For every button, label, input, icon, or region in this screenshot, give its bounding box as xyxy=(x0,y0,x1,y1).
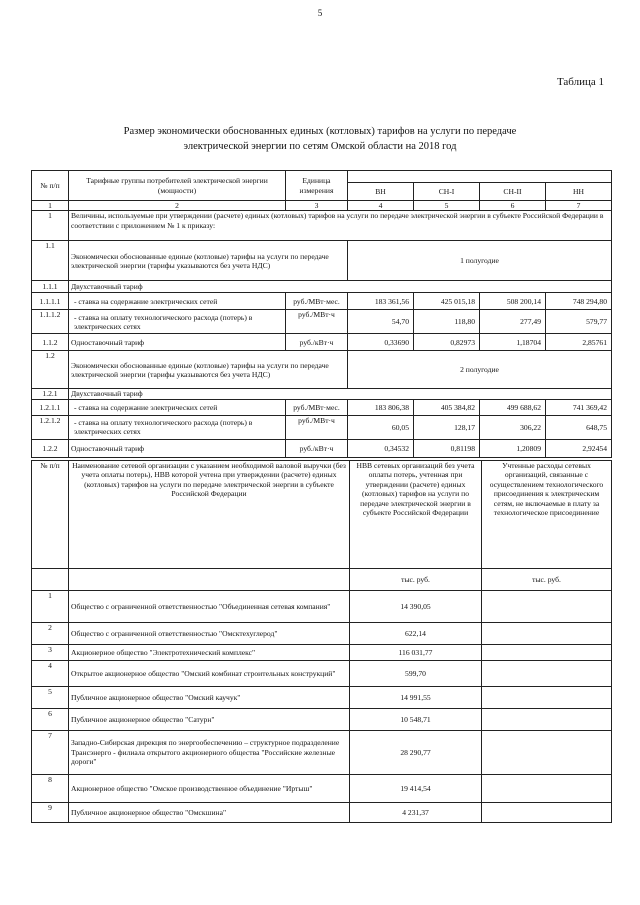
empty-cell xyxy=(69,569,350,591)
row-text: Экономически обоснованные единые (котловые) тарифы на услуги по передаче электрической энергии (тарифы указываются без учета НДС) xyxy=(69,351,348,389)
value-cell: 306,22 xyxy=(480,415,546,439)
row-num: 1.2.1.2 xyxy=(32,415,69,439)
org-name: Открытое акционерное общество "Омский комбинат строительных конструкций" xyxy=(69,661,350,687)
table-row xyxy=(32,645,612,661)
value-cell: 0,82973 xyxy=(414,334,480,351)
row-num: 2 xyxy=(32,623,69,645)
nvv-value: 19 414,54 xyxy=(350,775,482,803)
row-num: 1 xyxy=(32,591,69,623)
value-cell: 648,75 xyxy=(546,415,612,439)
value-cell: 748 294,80 xyxy=(546,293,612,310)
value-cell: 118,80 xyxy=(414,310,480,334)
value-cell: 425 015,18 xyxy=(414,293,480,310)
org-name: Публичное акционерное общество "Сатурн" xyxy=(69,709,350,731)
colnum: 6 xyxy=(480,201,546,211)
row-text: - ставка на оплату технологического расхода (потерь) в электрических сетях xyxy=(69,310,286,334)
level-sn1: СН-I xyxy=(414,183,480,201)
expense-value xyxy=(482,709,612,731)
row-num: 1.1.1.1 xyxy=(32,293,69,310)
row-unit: руб./МВт·мес. xyxy=(286,399,348,415)
table-row xyxy=(32,241,612,281)
row-unit: руб./МВт·мес. xyxy=(286,293,348,310)
org-name: Публичное акционерное общество "Омский каучук" xyxy=(69,687,350,709)
row-unit: руб./кВт·ч xyxy=(286,439,348,457)
expense-value xyxy=(482,661,612,687)
expense-value xyxy=(482,645,612,661)
colnum: 7 xyxy=(546,201,612,211)
table-row xyxy=(32,281,612,293)
value-cell: 1,18704 xyxy=(480,334,546,351)
table-row xyxy=(32,803,612,823)
table-row xyxy=(32,731,612,775)
org-name: Западно-Сибирская дирекция по энергообеспечению – структурное подразделение Трансэнерго - филиала открытого акционерного общества "Российские железные дороги" xyxy=(69,731,350,775)
table-row xyxy=(32,399,612,415)
row-num: 4 xyxy=(32,661,69,687)
org-name: Общество с ограниченной ответственностью "Омсктехуглерод" xyxy=(69,623,350,645)
row-text: Двухставочный тариф xyxy=(69,281,612,293)
table-row xyxy=(32,351,612,389)
row-num: 1.2.1.1 xyxy=(32,399,69,415)
table-row xyxy=(32,310,612,334)
row-text: Одноставочный тариф xyxy=(69,439,286,457)
header-tech-expenses: Учтенные расходы сетевых организаций, связанные с осуществлением технологического присоединения к электрическим сетям, не включаемые в плату за технологическое присоединение xyxy=(482,461,612,569)
unit-cell: тыс. руб. xyxy=(482,569,612,591)
network-organizations-table xyxy=(31,460,612,823)
value-cell: 183 361,56 xyxy=(348,293,414,310)
header-nvv: НВВ сетевых организаций без учета оплаты потерь, учтенная при утверждении (расчете) единых (котловых) тарифов на услуги по передаче электрической энергии в субъекте Российской Федерации xyxy=(350,461,482,569)
value-cell: 60,05 xyxy=(348,415,414,439)
table-row xyxy=(32,334,612,351)
row-num: 3 xyxy=(32,645,69,661)
nvv-value: 14 991,55 xyxy=(350,687,482,709)
page-number: 5 xyxy=(317,8,323,18)
level-nn: НН xyxy=(546,183,612,201)
value-cell: 2,85761 xyxy=(546,334,612,351)
table-row xyxy=(32,709,612,731)
row-text: - ставка на оплату технологического расхода (потерь) в электрических сетях xyxy=(69,415,286,439)
header-org-name: Наименование сетевой организации с указанием необходимой валовой выручки (без учета оплаты потерь), НВВ которой учтена при утверждении (расчете) единых (котловых) тарифов на услуги по передаче электрической энергии в субъекте Российской Федерации xyxy=(69,461,350,569)
row-num: 6 xyxy=(32,709,69,731)
nvv-value: 599,70 xyxy=(350,661,482,687)
level-vn: ВН xyxy=(348,183,414,201)
row-num: 1.2 xyxy=(32,351,69,389)
row-unit: руб./МВт·ч xyxy=(286,415,348,439)
level-sn2: СН-II xyxy=(480,183,546,201)
row-num: 1.2.2 xyxy=(32,439,69,457)
value-cell: 1,20809 xyxy=(480,439,546,457)
value-cell: 128,17 xyxy=(414,415,480,439)
org-name: Акционерное общество "Электротехнический комплекс" xyxy=(69,645,350,661)
value-cell: 183 806,38 xyxy=(348,399,414,415)
row-text: - ставка на содержание электрических сетей xyxy=(69,293,286,310)
table-row xyxy=(32,623,612,645)
unit-cell: тыс. руб. xyxy=(350,569,482,591)
nvv-value: 10 548,71 xyxy=(350,709,482,731)
tariff-table xyxy=(31,170,612,458)
row-num: 1 xyxy=(32,211,69,241)
expense-value xyxy=(482,775,612,803)
table-row xyxy=(32,687,612,709)
document-title xyxy=(80,124,560,154)
colnum: 3 xyxy=(286,201,348,211)
expense-value xyxy=(482,591,612,623)
row-num: 9 xyxy=(32,803,69,823)
value-cell: 499 688,62 xyxy=(480,399,546,415)
value-cell: 54,70 xyxy=(348,310,414,334)
nvv-value: 14 390,05 xyxy=(350,591,482,623)
org-name: Общество с ограниченной ответственностью "Объединенная сетевая компания" xyxy=(69,591,350,623)
value-cell: 741 369,42 xyxy=(546,399,612,415)
row-num: 1.1.1 xyxy=(32,281,69,293)
value-cell: 508 200,14 xyxy=(480,293,546,310)
colnum: 1 xyxy=(32,201,69,211)
row-text: Величины, используемые при утверждении (расчете) единых (котловых) тарифов на услуги по передаче электрической энергии в субъекте Российской Федерации в соответствии с приложением № 1 к приказу: xyxy=(69,211,612,241)
value-cell: 0,34532 xyxy=(348,439,414,457)
nvv-value: 116 031,77 xyxy=(350,645,482,661)
value-cell: 0,33690 xyxy=(348,334,414,351)
nvv-value: 4 231,37 xyxy=(350,803,482,823)
table-row xyxy=(32,439,612,457)
column-numbers-row xyxy=(32,201,612,211)
value-cell: 2,92454 xyxy=(546,439,612,457)
half-year-label: 2 полугодие xyxy=(348,351,612,389)
colnum: 5 xyxy=(414,201,480,211)
header-levels-spacer xyxy=(348,171,612,183)
row-num: 1.1 xyxy=(32,241,69,281)
title-line-2: электрической энергии по сетям Омской области на 2018 год xyxy=(183,141,457,152)
table-row xyxy=(32,211,612,241)
colnum: 2 xyxy=(69,201,286,211)
table-row xyxy=(32,415,612,439)
nvv-value: 28 290,77 xyxy=(350,731,482,775)
row-num: 1.2.1 xyxy=(32,389,69,399)
row-text: Двухставочный тариф xyxy=(69,389,612,399)
value-cell: 0,81198 xyxy=(414,439,480,457)
header-unit: Единица измерения xyxy=(286,171,348,201)
table-row xyxy=(32,293,612,310)
half-year-label: 1 полугодие xyxy=(348,241,612,281)
expense-value xyxy=(482,623,612,645)
table-label: Таблица 1 xyxy=(556,76,604,88)
header-num: № п/п xyxy=(32,461,69,569)
value-cell: 277,49 xyxy=(480,310,546,334)
title-line-1: Размер экономически обоснованных единых (котловых) тарифов на услуги по передаче xyxy=(123,126,517,137)
row-num: 1.1.2 xyxy=(32,334,69,351)
table-row xyxy=(32,661,612,687)
value-cell: 405 384,82 xyxy=(414,399,480,415)
row-num: 1.1.1.2 xyxy=(32,310,69,334)
value-cell: 579,77 xyxy=(546,310,612,334)
table-row xyxy=(32,591,612,623)
org-name: Акционерное общество "Омское производственное объединение "Иртыш" xyxy=(69,775,350,803)
org-name: Публичное акционерное общество "Омскшина" xyxy=(69,803,350,823)
expense-value xyxy=(482,803,612,823)
row-text: Экономически обоснованные единые (котловые) тарифы на услуги по передаче электрической энергии (тарифы указываются без учета НДС) xyxy=(69,241,348,281)
row-unit: руб./МВт·ч xyxy=(286,310,348,334)
row-num: 7 xyxy=(32,731,69,775)
row-text: Одноставочный тариф xyxy=(69,334,286,351)
empty-cell xyxy=(32,569,69,591)
expense-value xyxy=(482,731,612,775)
nvv-value: 622,14 xyxy=(350,623,482,645)
table-row xyxy=(32,775,612,803)
row-unit: руб./кВт·ч xyxy=(286,334,348,351)
row-text: - ставка на содержание электрических сетей xyxy=(69,399,286,415)
expense-value xyxy=(482,687,612,709)
row-num: 5 xyxy=(32,687,69,709)
header-groups: Тарифные группы потребителей электрической энергии (мощности) xyxy=(69,171,286,201)
row-num: 8 xyxy=(32,775,69,803)
colnum: 4 xyxy=(348,201,414,211)
header-num: № п/п xyxy=(32,171,69,201)
table-row xyxy=(32,389,612,399)
